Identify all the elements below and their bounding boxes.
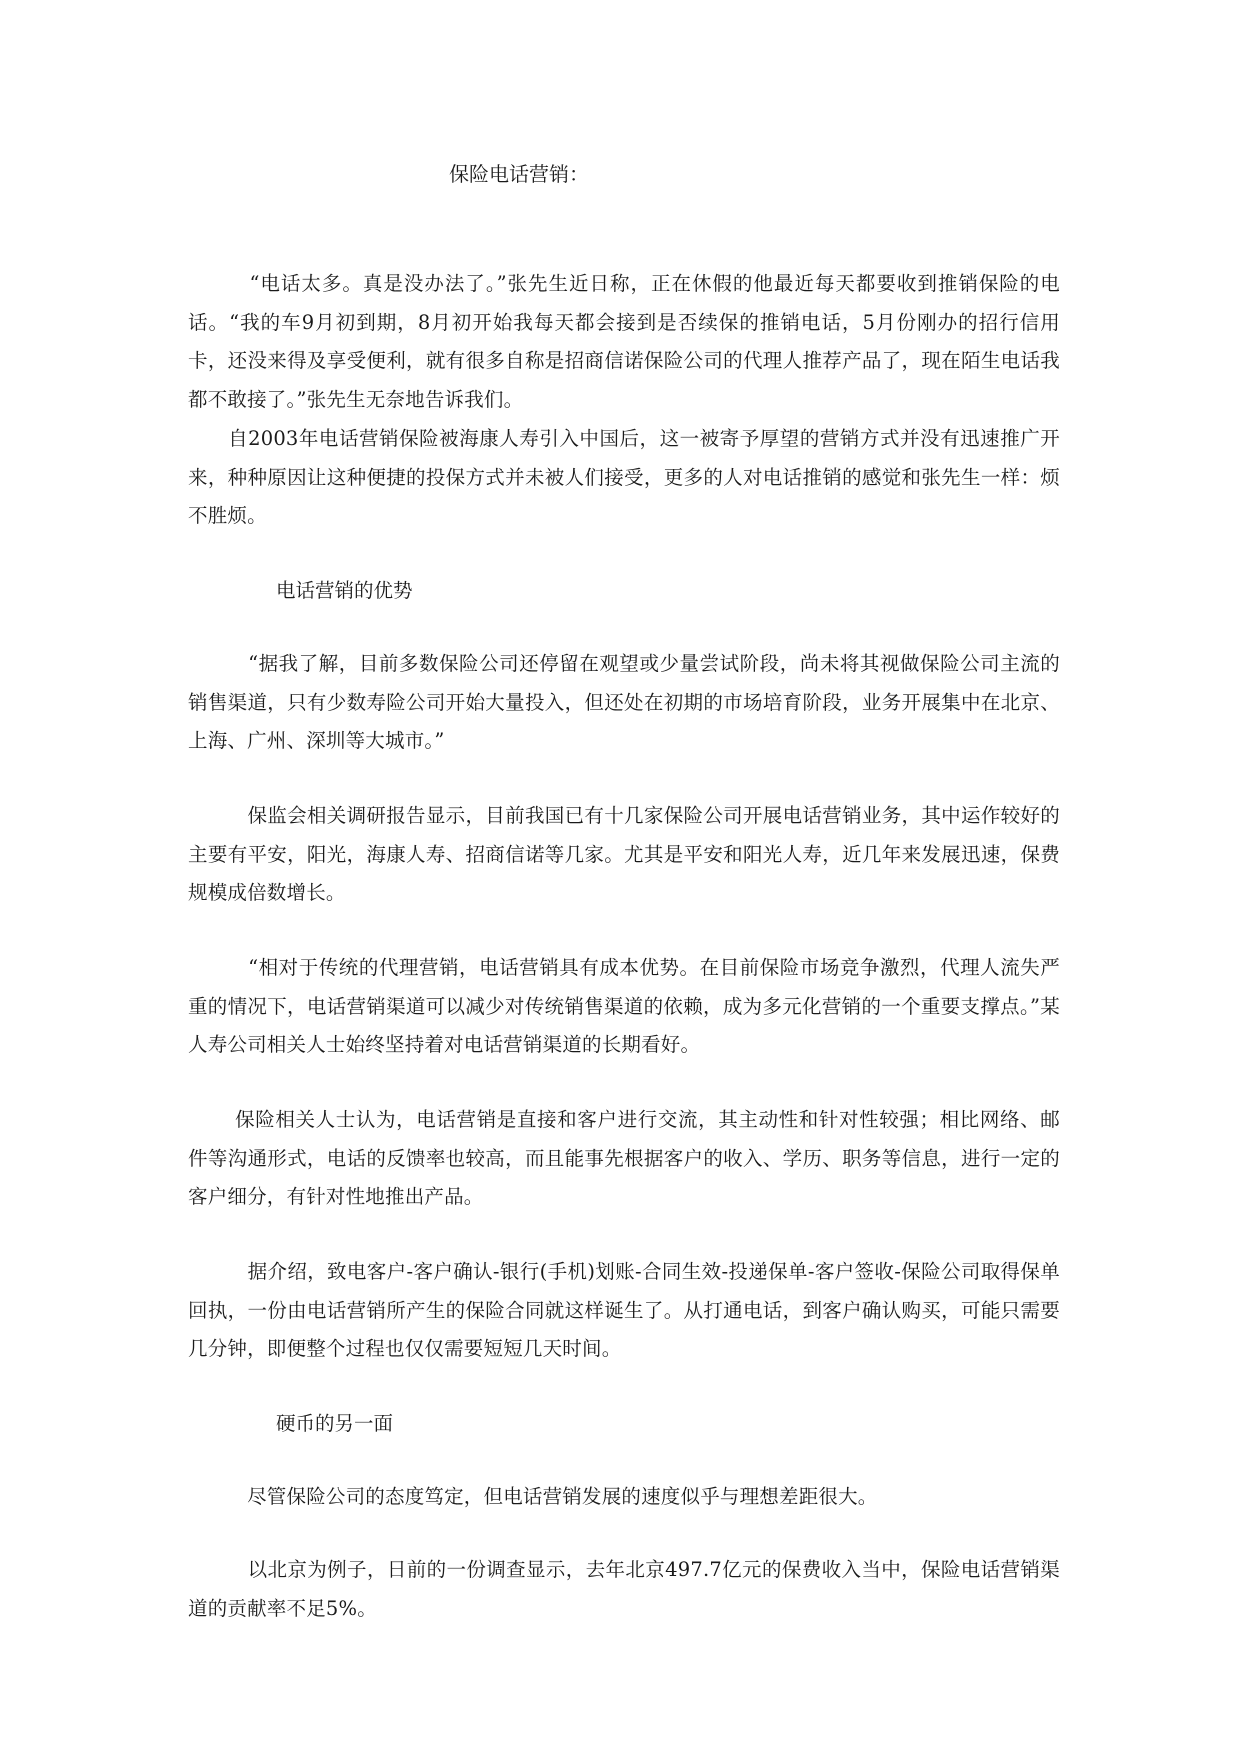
paragraph-complaint: “电话太多。真是没办法了。”张先生近日称，正在休假的他最近每天都要收到推销保险的电话。“我的车9月初到期，8月初开始我每天都会接到是否续保的推销电话，5月份刚办的招行信用卡，还没来得及享受便利，就有很多自称是招商信诺保险公司的代理人推荐产品了，现在陌生电话我都不敢接了。”张先生无奈地告诉我们。 <box>188 272 1060 411</box>
section-heading-other-side: 硬币的另一面 <box>276 1412 394 1435</box>
paragraph-direct-contact: 保险相关人士认为，电话营销是直接和客户进行交流，其主动性和针对性较强；相比网络、邮件等沟通形式，电话的反馈率也较高，而且能事先根据客户的收入、学历、职务等信息，进行一定的客户细分，有针对性地推出产品。 <box>188 1108 1060 1208</box>
paragraph-development-gap: 尽管保险公司的态度笃定，但电话营销发展的速度似乎与理想差距很大。 <box>188 1485 878 1508</box>
paragraph-beijing-survey: 以北京为例子，日前的一份调查显示，去年北京497.7亿元的保费收入当中，保险电话营销渠道的贡献率不足5%。 <box>188 1558 1060 1620</box>
paragraph-process: 据介绍，致电客户-客户确认-银行(手机)划账-合同生效-投递保单-客户签收-保险公司取得保单回执，一份由电话营销所产生的保险合同就这样诞生了。从打通电话，到客户确认购买，可能只需要几分钟，即便整个过程也仅仅需要短短几天时间。 <box>188 1260 1060 1360</box>
paragraph-regulator-report: 保监会相关调研报告显示，目前我国已有十几家保险公司开展电话营销业务，其中运作较好的主要有平安，阳光，海康人寿、招商信诺等几家。尤其是平安和阳光人寿，近几年来发展迅速，保费规模成倍数增长。 <box>188 804 1060 904</box>
document-title: 保险电话营销： <box>449 162 589 186</box>
paragraph-cost-advantage: “相对于传统的代理营销，电话营销具有成本优势。在目前保险市场竞争激烈，代理人流失严重的情况下，电话营销渠道可以减少对传统销售渠道的依赖，成为多元化营销的一个重要支撑点。”某人寿公司相关人士始终坚持着对电话营销渠道的长期看好。 <box>188 956 1060 1056</box>
paragraph-market-stage: “据我了解，目前多数保险公司还停留在观望或少量尝试阶段，尚未将其视做保险公司主流的销售渠道，只有少数寿险公司开始大量投入，但还处在初期的市场培育阶段，业务开展集中在北京、上海、广州、深圳等大城市。” <box>188 652 1060 752</box>
section-heading-advantages: 电话营销的优势 <box>276 579 413 602</box>
paragraph-background: 自2003年电话营销保险被海康人寿引入中国后，这一被寄予厚望的营销方式并没有迅速推广开来，种种原因让这种便捷的投保方式并未被人们接受，更多的人对电话推销的感觉和张先生一样：烦不胜烦。 <box>188 427 1060 527</box>
